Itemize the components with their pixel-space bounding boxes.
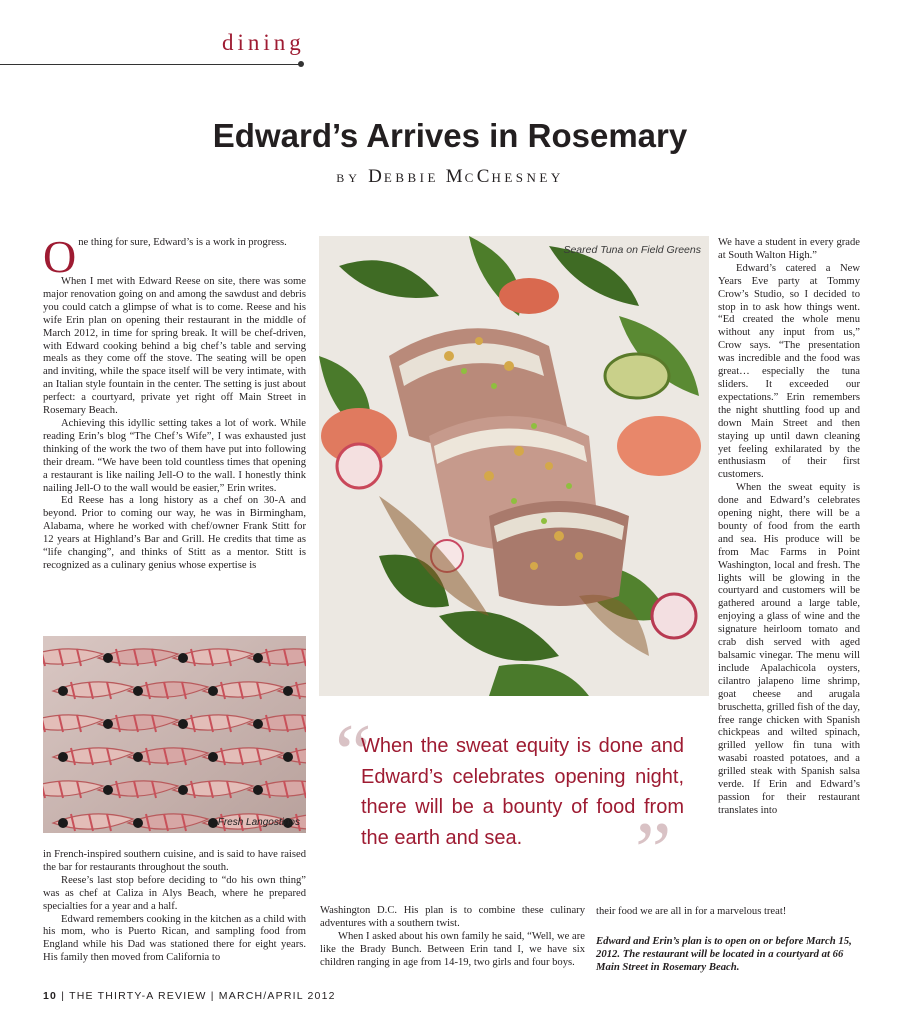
pullquote: When the sweat equity is done and Edward’s celebrates opening night, there will be a bounty of food from the earth and sea.	[361, 735, 684, 849]
article-closing-note	[596, 935, 860, 974]
closing-note: Edward and Erin’s plan is to open on or before March 15, 2012. The restaurant will be located in a courtyard at 66 Main Street in Rosemary Beach.	[596, 935, 852, 973]
article-column-1-bottom	[43, 849, 306, 965]
article-paragraph: Ed Reese has a long history as a chef on 30-A and beyond. Prior to coming our way, he was in Birmingham, Alabama, where he worked with chef/owner Frank Stitt for 12 years at Highland’s Bar and Grill. He credits that time as “life changing”, and thinks of Stitt as a mentor. Stitt is recognized as a culinary genius whose expertise is	[43, 495, 306, 571]
drop-cap: O	[43, 231, 77, 282]
pullquote-open-mark: “	[335, 707, 372, 798]
article-column-1-top	[43, 231, 306, 573]
page-number: 10	[43, 990, 58, 1002]
article-column-3	[718, 237, 860, 818]
article-paragraph: Reese’s last stop before deciding to “do his own thing” was as chef at Caliza in Alys Beach, where he prepared specialties for a year and a half.	[43, 874, 306, 912]
headline: Edward’s Arrives in Rosemary	[212, 117, 688, 154]
section-label: dining	[222, 30, 305, 55]
section-rule	[0, 64, 300, 65]
section-rule-dot	[298, 61, 304, 67]
article-column-3-tail	[596, 906, 860, 919]
langostinos-caption: Fresh Langostinos	[217, 817, 300, 828]
publication-name: THE THIRTY-A REVIEW	[69, 990, 207, 1002]
byline	[0, 166, 900, 188]
article-paragraph: Edward’s catered a New Years Eve party at Tommy Crow’s Studio, so I decided to stop in to ask how things went. “Ed created the whole menu without any input from us,” Crow says. “The presentation was incredible and the food was great… especially the tuna sliders. It exceeded our expectations.” Erin remembers the night shuttling food up and down Main Street and then staying up until dawn cleaning yet feeling exhilarated by the enthusiasm of their first customers.	[718, 262, 860, 481]
article-paragraph: When the sweat equity is done and Edward’s celebrates opening night, there will be a bounty of food from the earth and sea. His produce will be from Mac Farms in Point Washington, local and fresh. The lights will be glowing in the courtyard and customers will be gathered around a large table, enjoying a glass of wine and the signature heirloom tomato and crab dish served with aged balsamic vinegar. The menu will include Apalachicola oysters, cilantro jalapeno lime shrimp, goat cheese and arugala bruschetta, grilled fish of the day, free range chicken with Spanish chickpeas and wilted spinach, grilled yellow fin tuna with wasabi roasted potatoes, and a grilled steak with Spanish salsa verde. If Erin and Edward’s passion for their restaurant translates into	[718, 482, 860, 816]
article-paragraph: One thing for sure, Edward’s is a work in progress.	[43, 231, 287, 282]
article-paragraph: Achieving this idyllic setting takes a lot of work. While reading Erin’s blog “The Chef’s Wife”, I was exhausted just thinking of the work the two of them have put into following their dream. “We have been told countless times that opening a restaurant is like nailing Jell-O to the wall. I honestly think nailing Jell-O to the wall would be easier,” Erin writes.	[43, 417, 306, 494]
byline-author: DEBBIE MCCHESNEY	[368, 166, 564, 187]
seared-tuna-photo	[319, 236, 709, 696]
article-paragraph: Washington D.C. His plan is to combine these culinary adventures with a southern twist.	[320, 905, 585, 929]
pullquote-close-mark: ”	[635, 805, 672, 896]
page-footer: 10 | THE THIRTY-A REVIEW | MARCH/APRIL 2012	[43, 990, 336, 1002]
article-paragraph: When I asked about his own family he said, “Well, we are like the Brady Bunch. Between Erin tand I, we have six children ranging in age from 14-19, two girls and four boys.	[320, 930, 585, 968]
article-paragraph: We have a student in every grade at South Walton High.”	[718, 237, 860, 261]
article-paragraph: in French-inspired southern cuisine, and is said to have raised the bar for restaurants throughout the south.	[43, 849, 306, 873]
byline-prefix: BY	[336, 171, 361, 185]
issue-date: MARCH/APRIL 2012	[218, 990, 336, 1002]
article-column-2-bottom	[320, 905, 585, 970]
seared-tuna-caption: Seared Tuna on Field Greens	[563, 244, 701, 256]
article-paragraph: their food we are all in for a marvelous treat!	[596, 906, 787, 917]
article-paragraph: When I met with Edward Reese on site, there was some major renovation going on and among the sawdust and debris you could catch a glimpse of what is to come. Reese and his wife Erin plan on opening their restaurant in the middle of March 2012, in time for spring break. It will be chef-driven, with Edward cooking behind a big chef’s table and serving meals as they come off the stove. The seating will be open and inviting, while the space itself will be very intimate, with an Italian style fountain in the center. The setting is just about perfect: a courtyard, private yet right off Main Street in Rosemary Beach.	[43, 276, 306, 417]
langostinos-photo	[43, 636, 306, 833]
article-paragraph: Edward remembers cooking in the kitchen as a child with his mom, who is Puerto Rican, and sampling food from England while his Dad was stationed there for eight years. His family then moved from California to	[43, 913, 306, 964]
